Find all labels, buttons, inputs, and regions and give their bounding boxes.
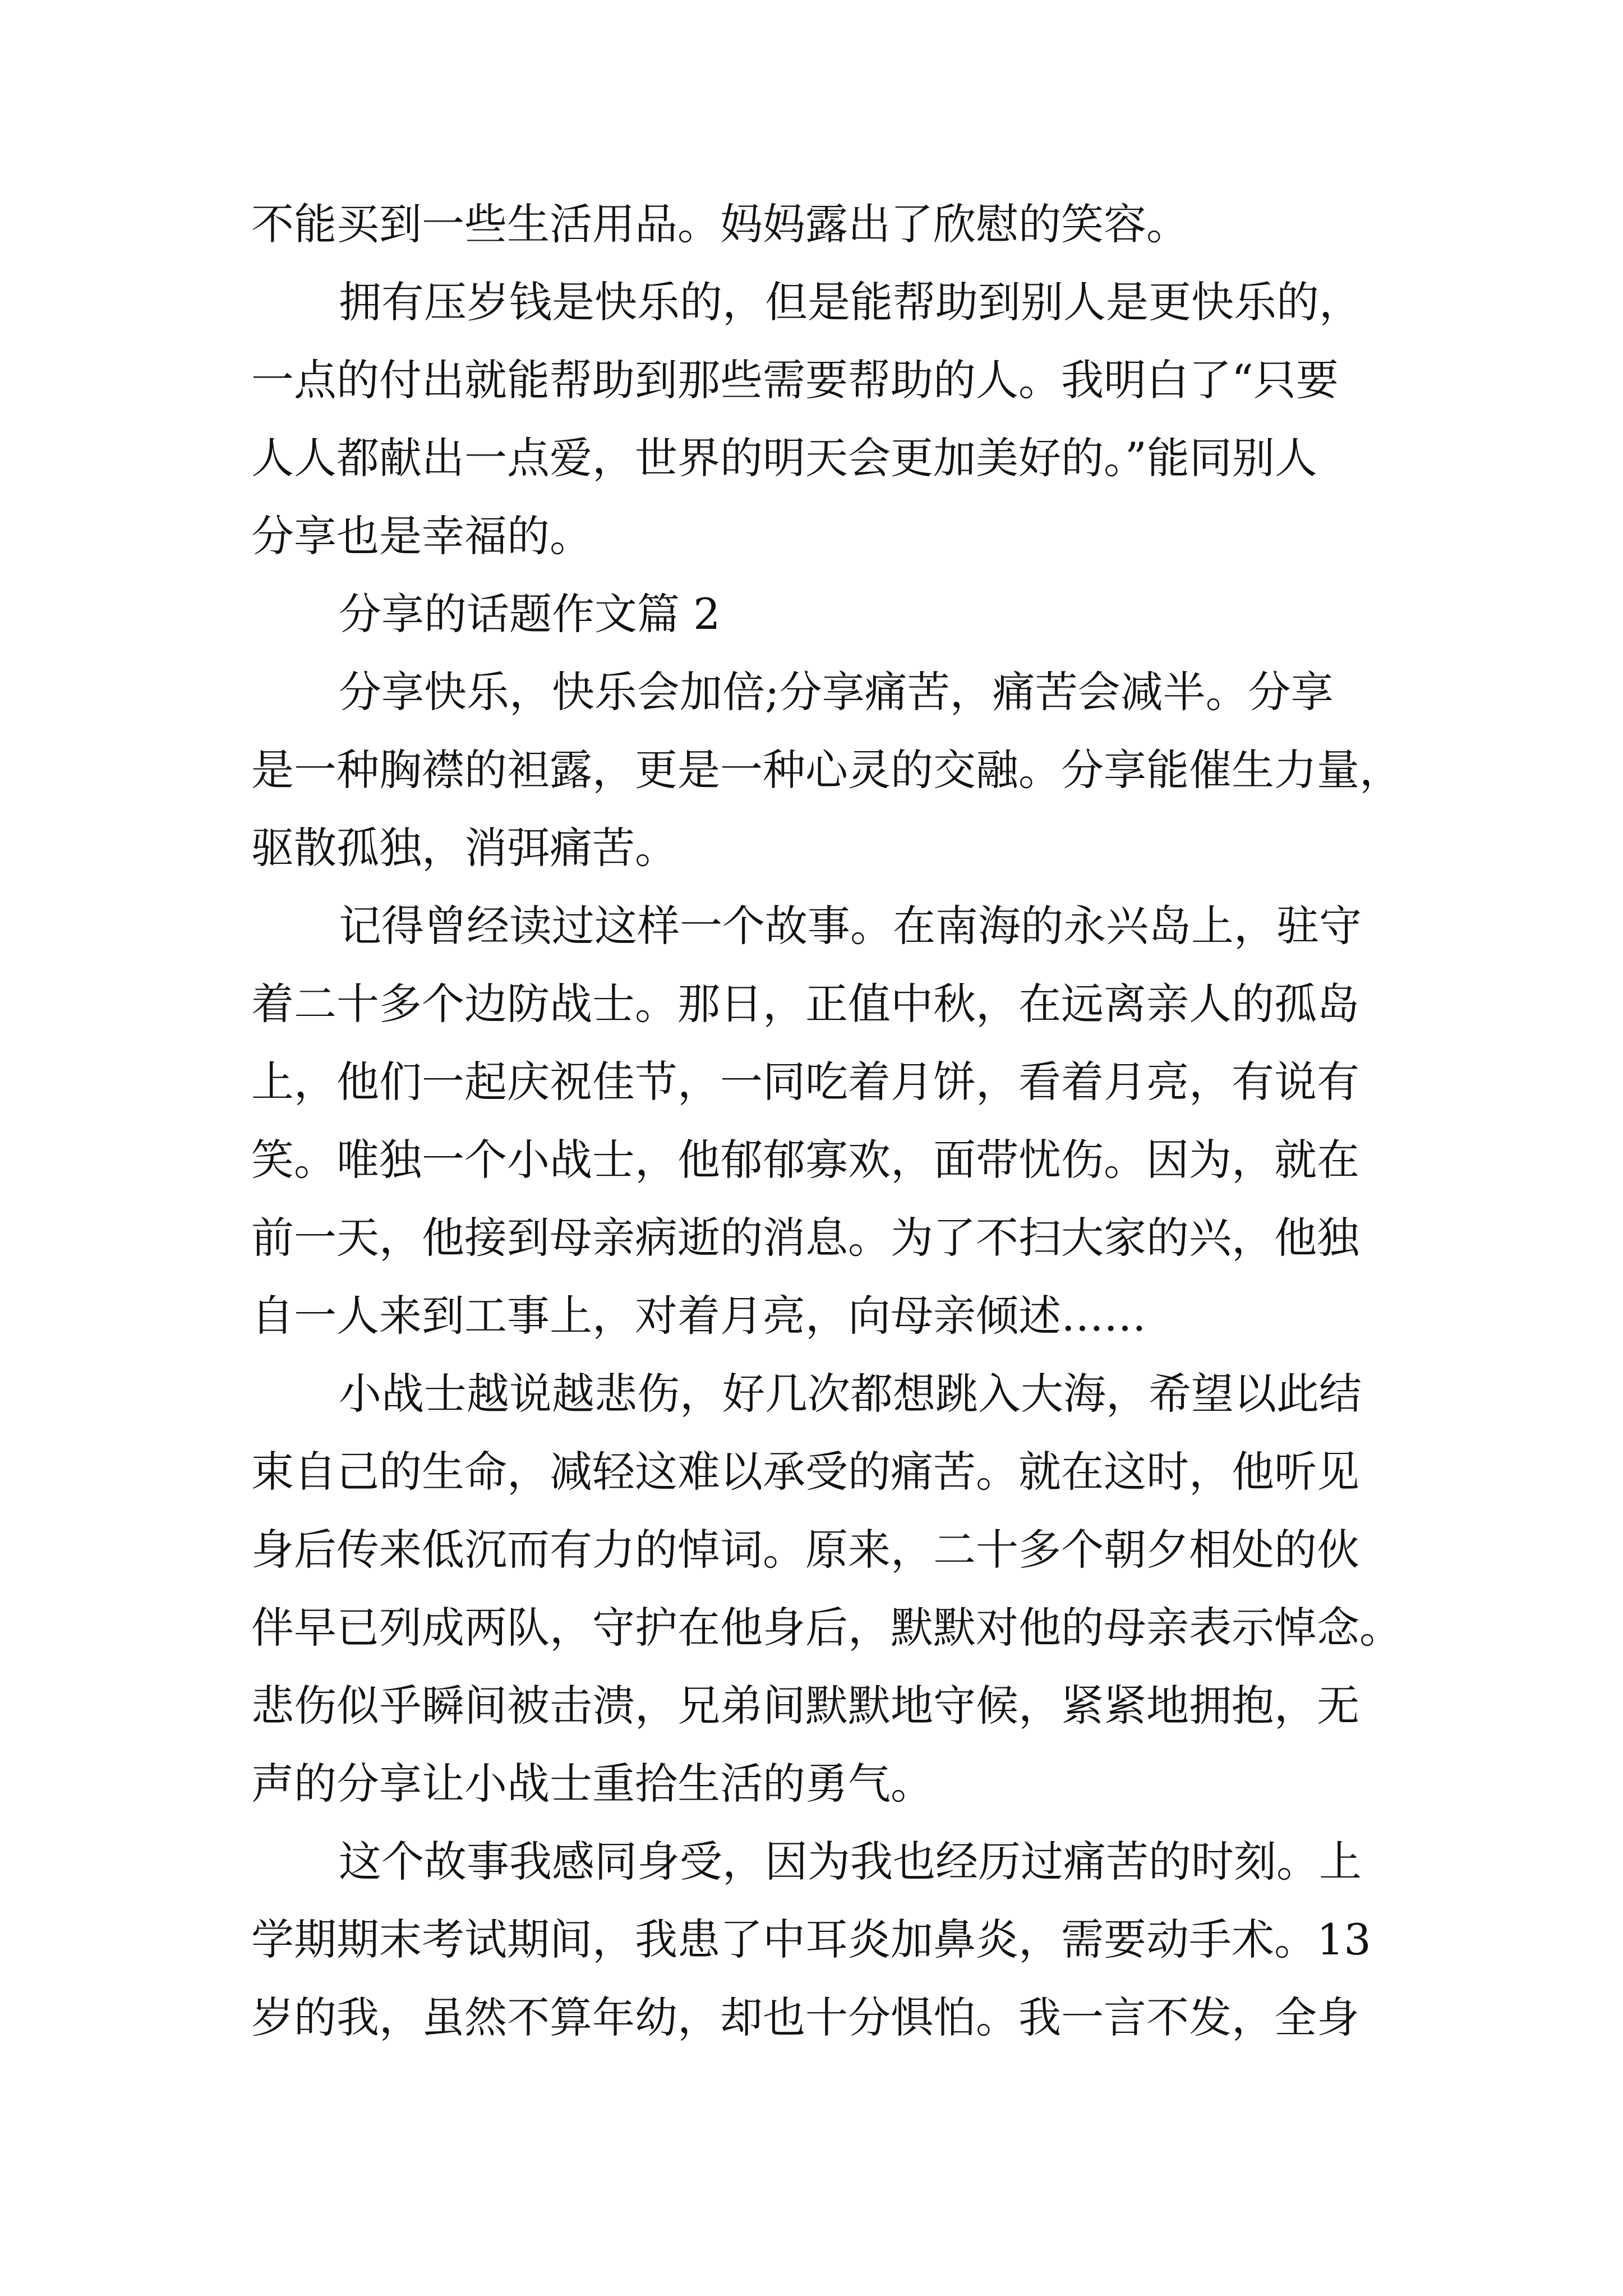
text-line: 是一种胸襟的袒露，更是一种心灵的交融。分享能催生力量， (251, 745, 1402, 795)
section-heading: 分享的话题作文篇 2 (339, 589, 721, 639)
text-line: 一点的付出就能帮助到那些需要帮助的人。我明白了“只要 (251, 355, 1339, 405)
paragraph-start-line: 拥有压岁钱是快乐的，但是能帮助到别人是更快乐的， (339, 277, 1362, 327)
text-line: 岁的我，虽然不算年幼，却也十分惧怕。我一言不发，全身 (251, 1993, 1359, 2042)
text-line: 悲伤似乎瞬间被击溃，兄弟间默默地守候，紧紧地拥抱，无 (251, 1681, 1359, 1731)
paragraph-start-line: 小战士越说越悲伤，好几次都想跳入大海，希望以此结 (339, 1369, 1362, 1419)
text-line: 着二十多个边防战士。那日，正值中秋，在远离亲人的孤岛 (251, 979, 1359, 1029)
text-line: 驱散孤独，消弭痛苦。 (251, 823, 677, 873)
text-line: 声的分享让小战士重拾生活的勇气。 (251, 1759, 933, 1809)
text-line: 分享也是幸福的。 (251, 511, 592, 561)
text-line: 身后传来低沉而有力的悼词。原来，二十多个朝夕相处的伙 (251, 1525, 1359, 1575)
text-line: 不能买到一些生活用品。妈妈露出了欣慰的笑容。 (251, 199, 1189, 249)
text-line: 束自己的生命，减轻这难以承受的痛苦。就在这时，他听见 (251, 1447, 1359, 1497)
paragraph-start-line: 分享快乐，快乐会加倍;分享痛苦，痛苦会减半。分享 (339, 667, 1334, 717)
paragraph-start-line: 这个故事我感同身受，因为我也经历过痛苦的时刻。上 (339, 1837, 1362, 1887)
text-line: 人人都献出一点爱，世界的明天会更加美好的。”能同别人 (251, 433, 1317, 483)
text-line: 上，他们一起庆祝佳节，一同吃着月饼，看着月亮，有说有 (251, 1057, 1359, 1107)
text-line: 笑。唯独一个小战士，他郁郁寡欢，面带忧伤。因为，就在 (251, 1135, 1359, 1185)
text-line: 学期期末考试期间，我患了中耳炎加鼻炎，需要动手术。13 (251, 1915, 1371, 1964)
text-line: 自一人来到工事上，对着月亮，向母亲倾述…… (251, 1291, 1146, 1341)
text-line: 伴早已列成两队，守护在他身后，默默对他的母亲表示悼念。 (251, 1603, 1402, 1653)
paragraph-start-line: 记得曾经读过这样一个故事。在南海的永兴岛上，驻守 (339, 901, 1362, 951)
text-line: 前一天，他接到母亲病逝的消息。为了不扫大家的兴，他独 (251, 1213, 1359, 1263)
